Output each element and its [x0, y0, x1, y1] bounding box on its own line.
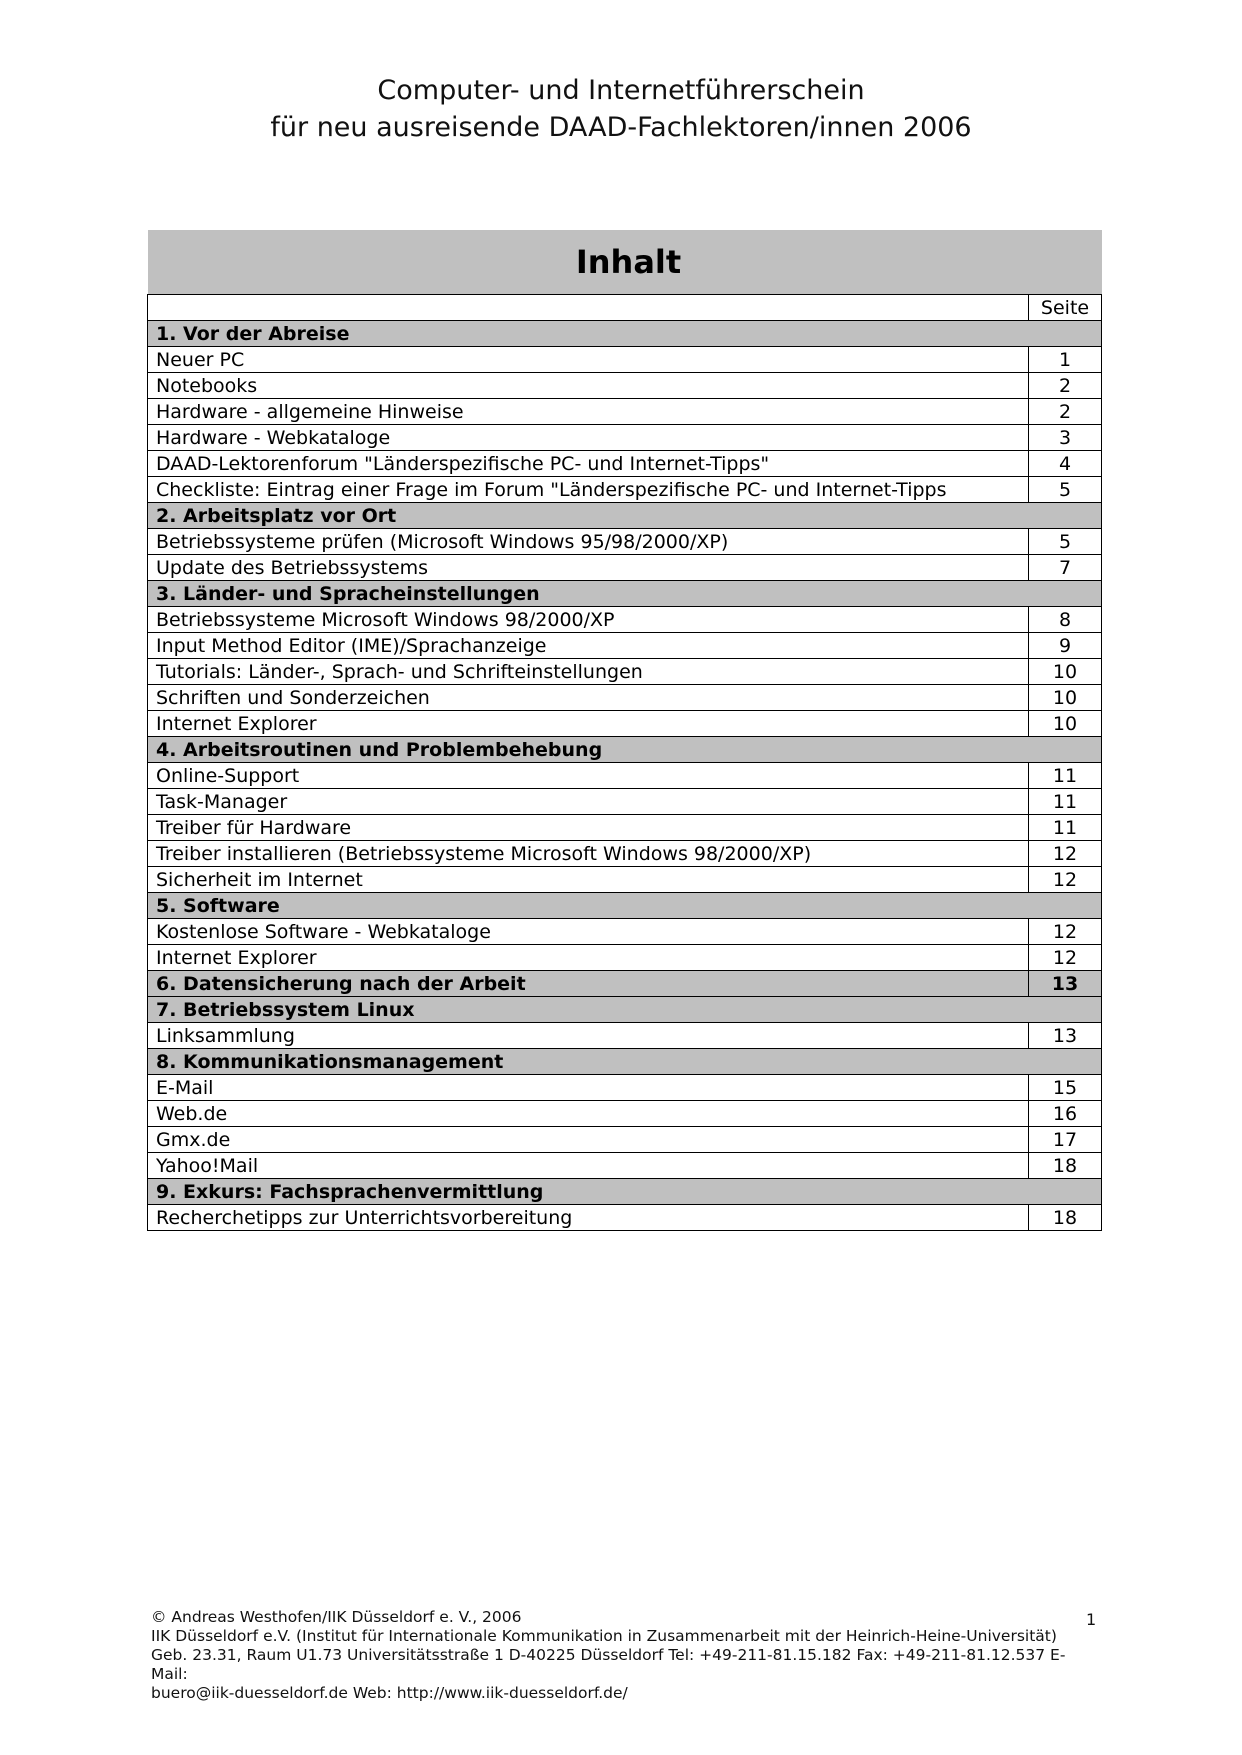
toc-entry-label: Notebooks [148, 373, 1029, 399]
toc-page-number: 16 [1029, 1101, 1102, 1127]
toc-entry-label: Betriebssysteme Microsoft Windows 98/2000/XP [148, 607, 1029, 633]
toc-entry-label: Hardware - Webkataloge [148, 425, 1029, 451]
toc-title: Inhalt [148, 230, 1102, 295]
toc-entry-label: Neuer PC [148, 347, 1029, 373]
toc-section-row [148, 1179, 1102, 1205]
toc-entry-row [148, 945, 1102, 971]
toc-entry-row [148, 685, 1102, 711]
toc-entry-label: Online-Support [148, 763, 1029, 789]
toc-entry-row [148, 399, 1102, 425]
toc-section-row [148, 893, 1102, 919]
toc-page-number: 1 [1029, 347, 1102, 373]
toc-entry-row [148, 1075, 1102, 1101]
toc-entry-row [148, 555, 1102, 581]
toc-entry-label: Input Method Editor (IME)/Sprachanzeige [148, 633, 1029, 659]
toc-entry-label: Tutorials: Länder-, Sprach- und Schrifteinstellungen [148, 659, 1029, 685]
footer-copyright: © Andreas Westhofen/IIK Düsseldorf e. V., 2006 [151, 1608, 522, 1626]
toc-section-label: 6. Datensicherung nach der Arbeit [148, 971, 1029, 997]
toc-entry-row [148, 373, 1102, 399]
footer-contact: buero@iik-duesseldorf.de Web: http://www.iik-duesseldorf.de/ [151, 1684, 628, 1702]
toc-entry-row [148, 1127, 1102, 1153]
toc-entry-row [148, 919, 1102, 945]
toc-section-label: 7. Betriebssystem Linux [148, 997, 1102, 1023]
toc-page-number: 2 [1029, 373, 1102, 399]
toc-page-number: 13 [1029, 971, 1102, 997]
toc-page-number: 9 [1029, 633, 1102, 659]
toc-column-header-row [148, 295, 1102, 321]
toc-title-row [148, 230, 1102, 295]
toc-entry-label: Gmx.de [148, 1127, 1029, 1153]
toc-entry-label: Internet Explorer [148, 711, 1029, 737]
toc-entry-row [148, 1153, 1102, 1179]
toc-entry-row [148, 815, 1102, 841]
toc-page-number: 10 [1029, 659, 1102, 685]
toc-page-number: 11 [1029, 815, 1102, 841]
toc-page-number: 11 [1029, 789, 1102, 815]
toc-entry-row [148, 1101, 1102, 1127]
toc-page-number: 8 [1029, 607, 1102, 633]
toc-page-number: 10 [1029, 711, 1102, 737]
table-of-contents [147, 230, 1102, 1231]
toc-section-label: 4. Arbeitsroutinen und Problembehebung [148, 737, 1102, 763]
toc-entry-row [148, 633, 1102, 659]
toc-entry-row [148, 789, 1102, 815]
toc-entry-row [148, 867, 1102, 893]
toc-entry-row [148, 425, 1102, 451]
toc-page-number: 12 [1029, 945, 1102, 971]
toc-entry-row [148, 347, 1102, 373]
toc-entry-label: Task-Manager [148, 789, 1029, 815]
toc-entry-label: Yahoo!Mail [148, 1153, 1029, 1179]
toc-entry-label: Treiber für Hardware [148, 815, 1029, 841]
toc-entry-label: Kostenlose Software - Webkataloge [148, 919, 1029, 945]
toc-entry-label: Betriebssysteme prüfen (Microsoft Windows 95/98/2000/XP) [148, 529, 1029, 555]
toc-page-number: 11 [1029, 763, 1102, 789]
toc-entry-label: Treiber installieren (Betriebssysteme Microsoft Windows 98/2000/XP) [148, 841, 1029, 867]
toc-entry-row [148, 477, 1102, 503]
toc-section-label: 1. Vor der Abreise [148, 321, 1102, 347]
toc-page-number: 2 [1029, 399, 1102, 425]
toc-entry-row [148, 451, 1102, 477]
toc-entry-label: Checkliste: Eintrag einer Frage im Forum "Länderspezifische PC- und Internet-Tipps [148, 477, 1029, 503]
header-title-line-2: für neu ausreisende DAAD-Fachlektoren/innen 2006 [270, 112, 972, 143]
toc-entry-row [148, 711, 1102, 737]
toc-section-row [148, 971, 1102, 997]
toc-page-number: 12 [1029, 841, 1102, 867]
toc-section-row [148, 503, 1102, 529]
toc-page-number: 5 [1029, 529, 1102, 555]
header-title-line-1: Computer- und Internetführerschein [377, 75, 865, 106]
toc-page-number: 13 [1029, 1023, 1102, 1049]
document-header [0, 72, 1242, 146]
toc-entry-row [148, 529, 1102, 555]
toc-page-number: 3 [1029, 425, 1102, 451]
toc-entry-label: Update des Betriebssystems [148, 555, 1029, 581]
toc-section-row [148, 581, 1102, 607]
footer-institute: IIK Düsseldorf e.V. (Institut für Internationale Kommunikation in Zusammenarbeit mit der Heinrich-Heine-Universität) [151, 1627, 1057, 1645]
toc-entry-row [148, 1205, 1102, 1231]
toc-page-number: 17 [1029, 1127, 1102, 1153]
toc-header-blank [148, 295, 1029, 321]
toc-section-label: 2. Arbeitsplatz vor Ort [148, 503, 1102, 529]
toc-section-label: 8. Kommunikationsmanagement [148, 1049, 1102, 1075]
toc-page-number: 12 [1029, 867, 1102, 893]
toc-page-number: 18 [1029, 1205, 1102, 1231]
toc-section-row [148, 1049, 1102, 1075]
toc-entry-row [148, 607, 1102, 633]
toc-entry-label: Schriften und Sonderzeichen [148, 685, 1029, 711]
toc-entry-label: Sicherheit im Internet [148, 867, 1029, 893]
page-number: 1 [1086, 1610, 1097, 1629]
toc-entry-row [148, 763, 1102, 789]
toc-section-label: 9. Exkurs: Fachsprachenvermittlung [148, 1179, 1102, 1205]
toc-entry-label: Internet Explorer [148, 945, 1029, 971]
toc-page-number: 5 [1029, 477, 1102, 503]
toc-page-number: 12 [1029, 919, 1102, 945]
toc-entry-label: Hardware - allgemeine Hinweise [148, 399, 1029, 425]
toc-entry-label: Linksammlung [148, 1023, 1029, 1049]
toc-entry-label: Recherchetipps zur Unterrichtsvorbereitung [148, 1205, 1029, 1231]
footer-address: Geb. 23.31, Raum U1.73 Universitätsstraße 1 D-40225 Düsseldorf Tel: +49-211-81.15.182 Fax: +49-211-81.12.537 E-Mail: [151, 1646, 1066, 1683]
toc-page-header: Seite [1029, 295, 1102, 321]
toc-page-number: 10 [1029, 685, 1102, 711]
toc-entry-label: E-Mail [148, 1075, 1029, 1101]
toc-page-number: 4 [1029, 451, 1102, 477]
toc-page-number: 18 [1029, 1153, 1102, 1179]
footer [151, 1608, 1071, 1703]
toc-section-row [148, 321, 1102, 347]
toc-section-row [148, 737, 1102, 763]
toc-page-number: 7 [1029, 555, 1102, 581]
toc-section-label: 3. Länder- und Spracheinstellungen [148, 581, 1102, 607]
toc-entry-row [148, 659, 1102, 685]
toc-entry-label: DAAD-Lektorenforum "Länderspezifische PC- und Internet-Tipps" [148, 451, 1029, 477]
toc-entry-row [148, 1023, 1102, 1049]
toc-section-label: 5. Software [148, 893, 1102, 919]
toc-entry-row [148, 841, 1102, 867]
toc-entry-label: Web.de [148, 1101, 1029, 1127]
toc-page-number: 15 [1029, 1075, 1102, 1101]
toc-section-row [148, 997, 1102, 1023]
